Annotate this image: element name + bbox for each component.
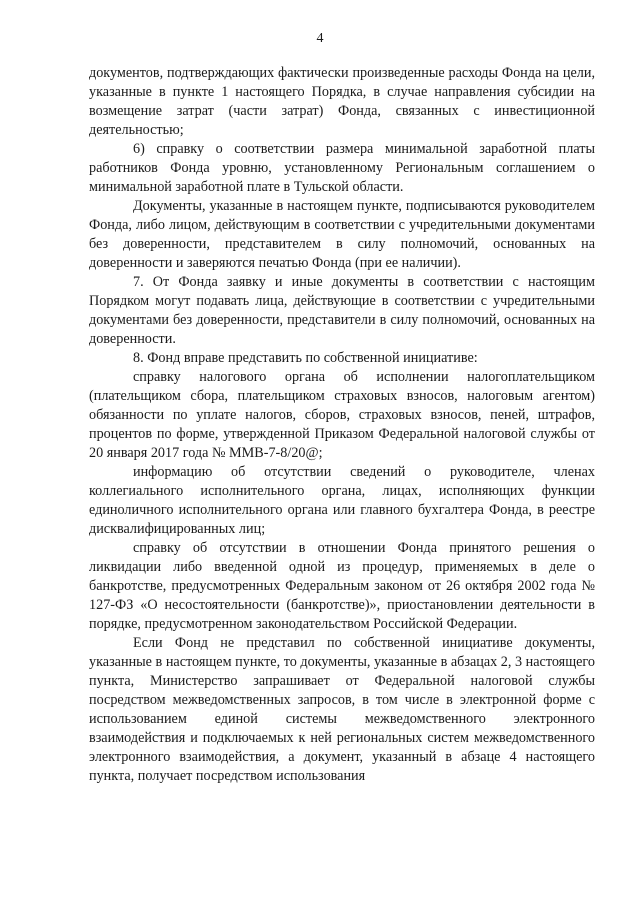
page-body bbox=[89, 64, 595, 786]
paragraph-interagency-requests: Если Фонд не представил по собственной инициативе документы, указанные в настоящем пункте, то документы, указанные в абзацах 2, 3 настоящего пункта, Министерство запрашивает от Федеральной налоговой службы посредством межведомственных запросов, в том числе в электронной форме с использованием единой системы межведомственного электронного взаимодействия и подключаемых к ней региональных систем межведомственного электронного взаимодействия, а документ, указанный в абзаце 4 настоящего пункта, получает посредством использования bbox=[89, 635, 595, 784]
page-number: 4 bbox=[316, 31, 324, 46]
paragraph-item-7: 7. От Фонда заявку и иные документы в соответствии с настоящим Порядком могут подавать лица, действующие в соответствии с учредительными документами без доверенности, представители в силу полномочий, основанных на доверенности. bbox=[89, 274, 595, 347]
paragraph-documents-signing: Документы, указанные в настоящем пункте, подписываются руководителем Фонда, либо лицом, действующим в соответствии с учредительными документами без доверенности, представителем в силу полномочий, основанных на доверенности и заверяются печатью Фонда (при ее наличии). bbox=[89, 198, 595, 271]
paragraph-disqualification-info: информацию об отсутствии сведений о руководителе, членах коллегиального исполнительного органа, лицах, исполняющих функции единоличного исполнительного органа или главного бухгалтера Фонда, в реестре дисквалифицированных лиц; bbox=[89, 464, 595, 537]
paragraph-continuation: документов, подтверждающих фактически произведенные расходы Фонда на цели, указанные в пункте 1 настоящего Порядка, в случае направления субсидии на возмещение затрат (части затрат) Фонда, связанных с инвестиционной деятельностью; bbox=[89, 65, 595, 138]
paragraph-tax-certificate: справку налогового органа об исполнении налогоплательщиком (плательщиком сбора, плательщиком страховых взносов, налоговым агентом) обязанности по уплате налогов, сборов, страховых взносов, пеней, штрафов, процентов по форме, утвержденной Приказом Федеральной налоговой службы от 20 января 2017 года № ММВ-7-8/20@; bbox=[89, 369, 595, 461]
paragraph-item-8: 8. Фонд вправе представить по собственной инициативе: bbox=[133, 350, 478, 366]
paragraph-item-6: 6) справку о соответствии размера минимальной заработной платы работников Фонда уровню, установленному Региональным соглашением о минимальной заработной плате в Тульской области. bbox=[89, 141, 595, 195]
paragraph-liquidation-certificate: справку об отсутствии в отношении Фонда принятого решения о ликвидации либо введенной одной из процедур, применяемых в деле о банкротстве, предусмотренных Федеральным законом от 26 октября 2002 года № 127-ФЗ «О несостоятельности (банкротстве)», приостановлении деятельности в порядке, предусмотренном законодательством Российской Федерации. bbox=[89, 540, 595, 632]
